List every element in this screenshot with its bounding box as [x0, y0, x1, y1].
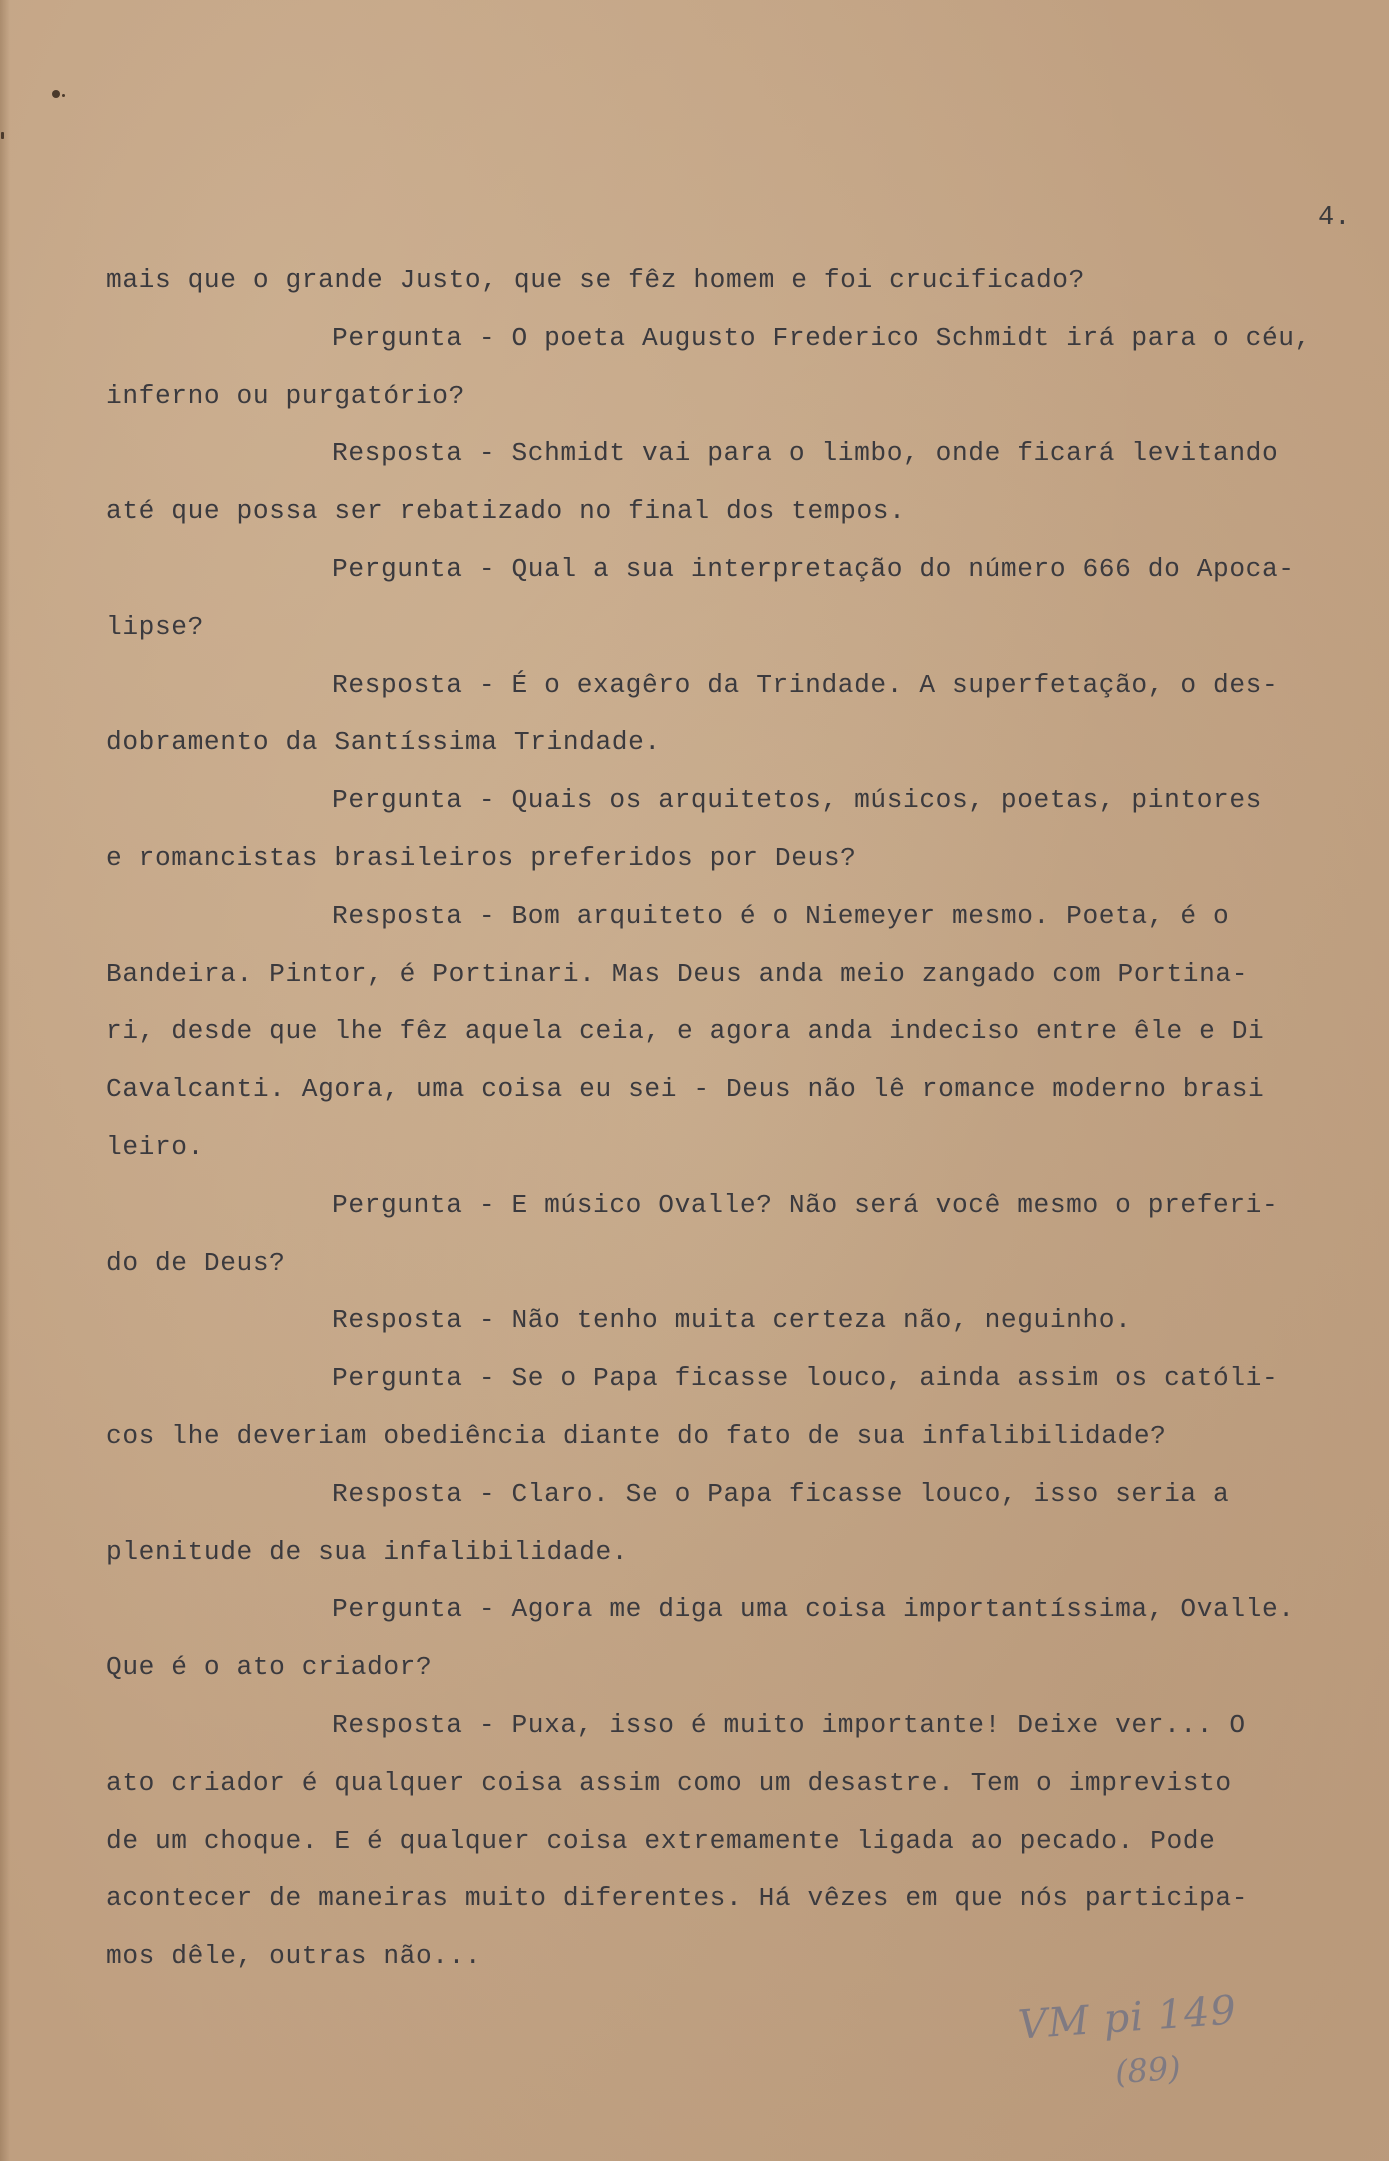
text-line: Pergunta - O poeta Augusto Frederico Schmidt irá para o céu, [332, 322, 1311, 353]
text-line: Bandeira. Pintor, é Portinari. Mas Deus anda meio zangado com Portina- [106, 958, 1249, 989]
text-line: Resposta - Bom arquiteto é o Niemeyer mesmo. Poeta, é o [332, 900, 1230, 931]
text-line: plenitude de sua infalibilidade. [106, 1536, 629, 1567]
text-line: mais que o grande Justo, que se fêz homem e foi crucificado? [106, 265, 1085, 295]
annotation-number: (89) [1113, 2048, 1182, 2092]
text-line: Resposta - Puxa, isso é muito importante! Deixe ver... O [332, 1709, 1246, 1740]
text-line: Resposta - Não tenho muita certeza não, neguinho. [332, 1305, 1132, 1336]
paper-left-edge-shadow [0, 0, 10, 2161]
text-line: Resposta - É o exagêro da Trindade. A superfetação, o des- [332, 669, 1279, 700]
text-line: leiro. [106, 1131, 204, 1162]
text-line: mos dêle, outras não... [106, 1941, 482, 1972]
text-line: ri, desde que lhe fêz aquela ceia, e agora anda indeciso entre êle e Di [106, 1016, 1265, 1047]
text-line: Cavalcanti. Agora, uma coisa eu sei - Deus não lê romance moderno brasi [106, 1074, 1265, 1105]
page-number: 4. [1318, 203, 1351, 233]
text-line: Pergunta - Agora me diga uma coisa importantíssima, Ovalle. [332, 1594, 1295, 1625]
paper-speck [62, 94, 65, 97]
text-line: até que possa ser rebatizado no final dos tempos. [106, 496, 906, 527]
paper-speck [52, 90, 60, 98]
annotation-reference: VM pi 149 [1016, 1987, 1239, 2049]
text-line: Resposta - Claro. Se o Papa ficasse louco, isso seria a [332, 1478, 1230, 1509]
text-line: Resposta - Schmidt vai para o limbo, onde ficará levitando [332, 438, 1279, 469]
text-line: Pergunta - E músico Ovalle? Não será você mesmo o preferi- [332, 1189, 1279, 1220]
paper-speck [1, 132, 4, 139]
text-line: Que é o ato criador? [106, 1652, 433, 1683]
text-line: acontecer de maneiras muito diferentes. Há vêzes em que nós participa- [106, 1883, 1249, 1914]
text-line: inferno ou purgatório? [106, 380, 465, 411]
text-line: ato criador é qualquer coisa assim como um desastre. Tem o imprevisto [106, 1767, 1232, 1798]
text-line: do de Deus? [106, 1247, 286, 1278]
text-line: Pergunta - Qual a sua interpretação do número 666 do Apoca- [332, 553, 1295, 584]
text-line: e romancistas brasileiros preferidos por Deus? [106, 842, 857, 873]
text-line: cos lhe deveriam obediência diante do fato de sua infalibilidade? [106, 1420, 1167, 1451]
text-line: Pergunta - Se o Papa ficasse louco, ainda assim os católi- [332, 1363, 1279, 1394]
handwritten-annotation [1010, 1987, 1260, 2105]
document-body [106, 252, 1356, 1986]
text-line: dobramento da Santíssima Trindade. [106, 727, 661, 758]
text-line: lipse? [106, 611, 204, 642]
text-line: de um choque. E é qualquer coisa extremamente ligada ao pecado. Pode [106, 1825, 1216, 1856]
text-line: Pergunta - Quais os arquitetos, músicos, poetas, pintores [332, 785, 1262, 816]
